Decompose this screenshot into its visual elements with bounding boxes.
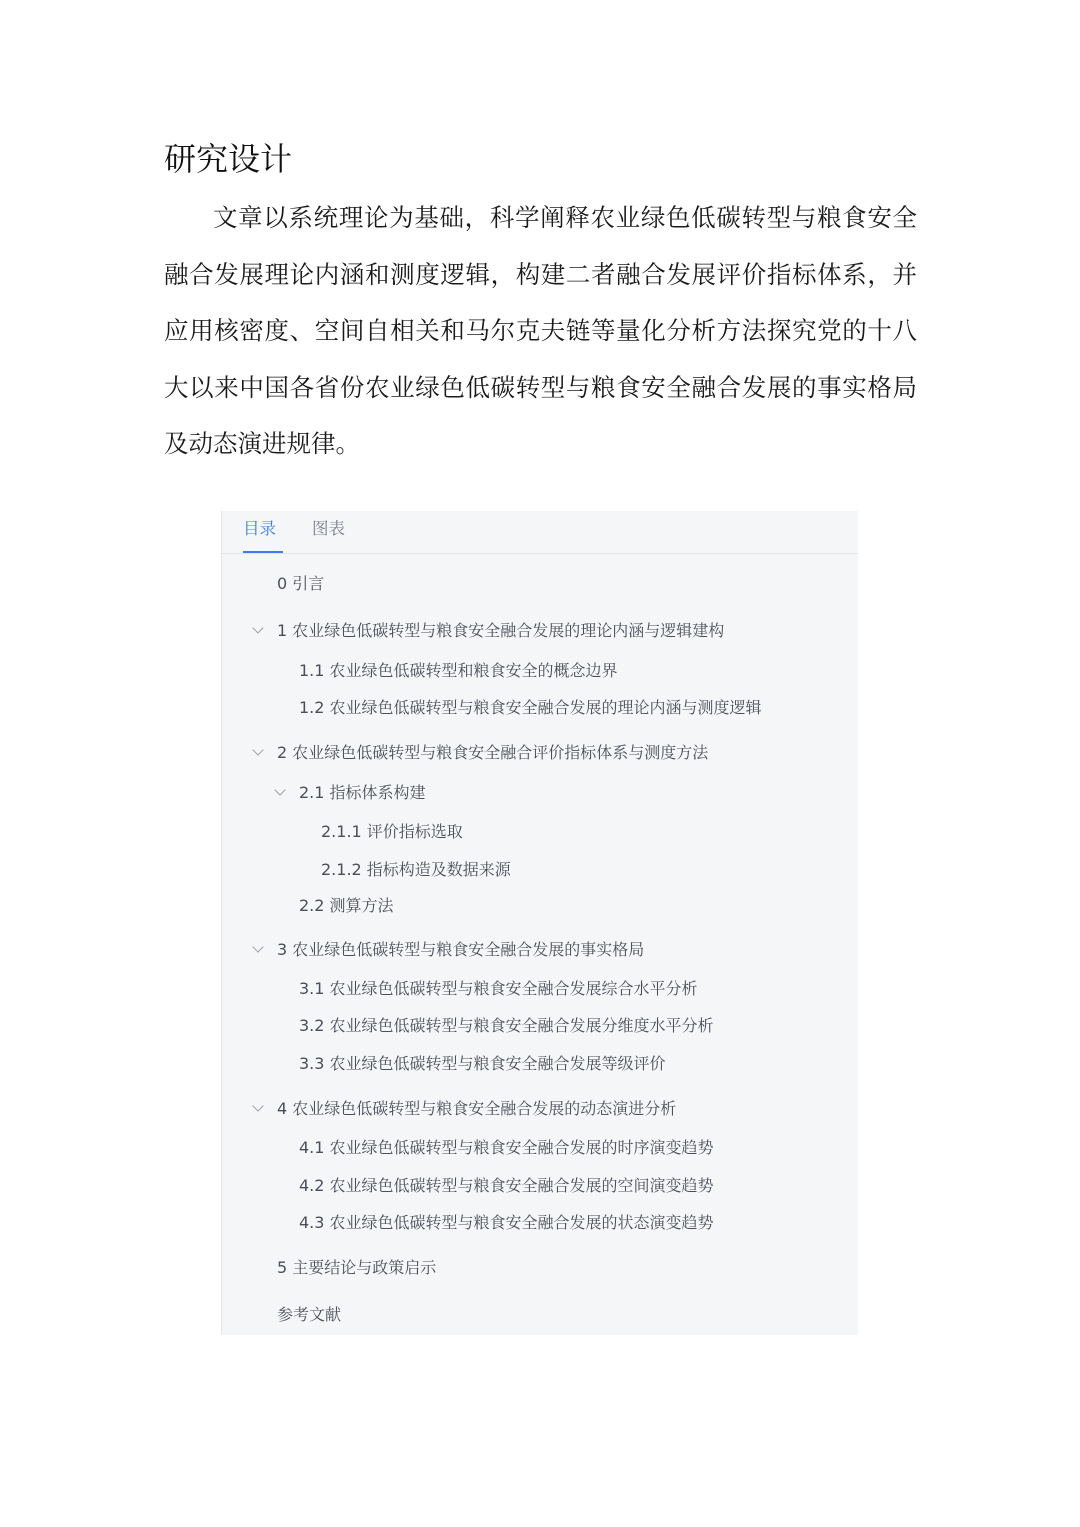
chevron-down-icon[interactable] <box>252 744 263 755</box>
toc-item[interactable]: 参考文献 <box>277 1305 342 1324</box>
toc-item[interactable]: 3.3 农业绿色低碳转型与粮食安全融合发展等级评价 <box>299 1054 666 1073</box>
toc-item[interactable]: 2.1.2 指标构造及数据来源 <box>321 860 511 879</box>
toc-item[interactable]: 3.2 农业绿色低碳转型与粮食安全融合发展分维度水平分析 <box>299 1016 714 1035</box>
body-paragraph: 文章以系统理论为基础，科学阐释农业绿色低碳转型与粮食安全融合发展理论内涵和测度逻辑，构建二者融合发展评价指标体系，并应用核密度、空间自相关和马尔克夫链等量化分析方法探究党的十八大以来中国各省份农业绿色低碳转型与粮食安全融合发展的事实格局及动态演进规律。 <box>164 203 917 458</box>
toc-item[interactable]: 2.1 指标体系构建 <box>299 783 426 802</box>
toc-item[interactable]: 2.1.1 评价指标选取 <box>321 822 463 841</box>
tab-contents[interactable]: 目录 <box>243 519 276 538</box>
chevron-down-icon[interactable] <box>274 784 285 795</box>
toc-item[interactable]: 3 农业绿色低碳转型与粮食安全融合发展的事实格局 <box>277 940 645 959</box>
toc-item[interactable]: 4.2 农业绿色低碳转型与粮食安全融合发展的空间演变趋势 <box>299 1176 714 1195</box>
toc-item[interactable]: 1.1 农业绿色低碳转型和粮食安全的概念边界 <box>299 661 618 680</box>
toc-item[interactable]: 5 主要结论与政策启示 <box>277 1258 437 1277</box>
toc-item[interactable]: 1.2 农业绿色低碳转型与粮食安全融合发展的理论内涵与测度逻辑 <box>299 698 762 717</box>
toc-item[interactable]: 2 农业绿色低碳转型与粮食安全融合评价指标体系与测度方法 <box>277 743 709 762</box>
chevron-down-icon[interactable] <box>252 941 263 952</box>
toc-item[interactable]: 3.1 农业绿色低碳转型与粮食安全融合发展综合水平分析 <box>299 979 698 998</box>
tab-figures[interactable]: 图表 <box>312 519 345 538</box>
section-title: 研究设计 <box>164 140 293 178</box>
toc-list <box>222 511 858 1335</box>
chevron-down-icon[interactable] <box>252 1100 263 1111</box>
toc-item[interactable]: 2.2 测算方法 <box>299 896 394 915</box>
toc-item[interactable]: 1 农业绿色低碳转型与粮食安全融合发展的理论内涵与逻辑建构 <box>277 621 725 640</box>
chevron-down-icon[interactable] <box>252 622 263 633</box>
toc-item[interactable]: 4.1 农业绿色低碳转型与粮食安全融合发展的时序演变趋势 <box>299 1138 714 1157</box>
toc-item[interactable]: 0 引言 <box>277 574 325 593</box>
toc-panel <box>221 511 858 1335</box>
toc-item[interactable]: 4.3 农业绿色低碳转型与粮食安全融合发展的状态演变趋势 <box>299 1213 714 1232</box>
toc-item[interactable]: 4 农业绿色低碳转型与粮食安全融合发展的动态演进分析 <box>277 1099 677 1118</box>
